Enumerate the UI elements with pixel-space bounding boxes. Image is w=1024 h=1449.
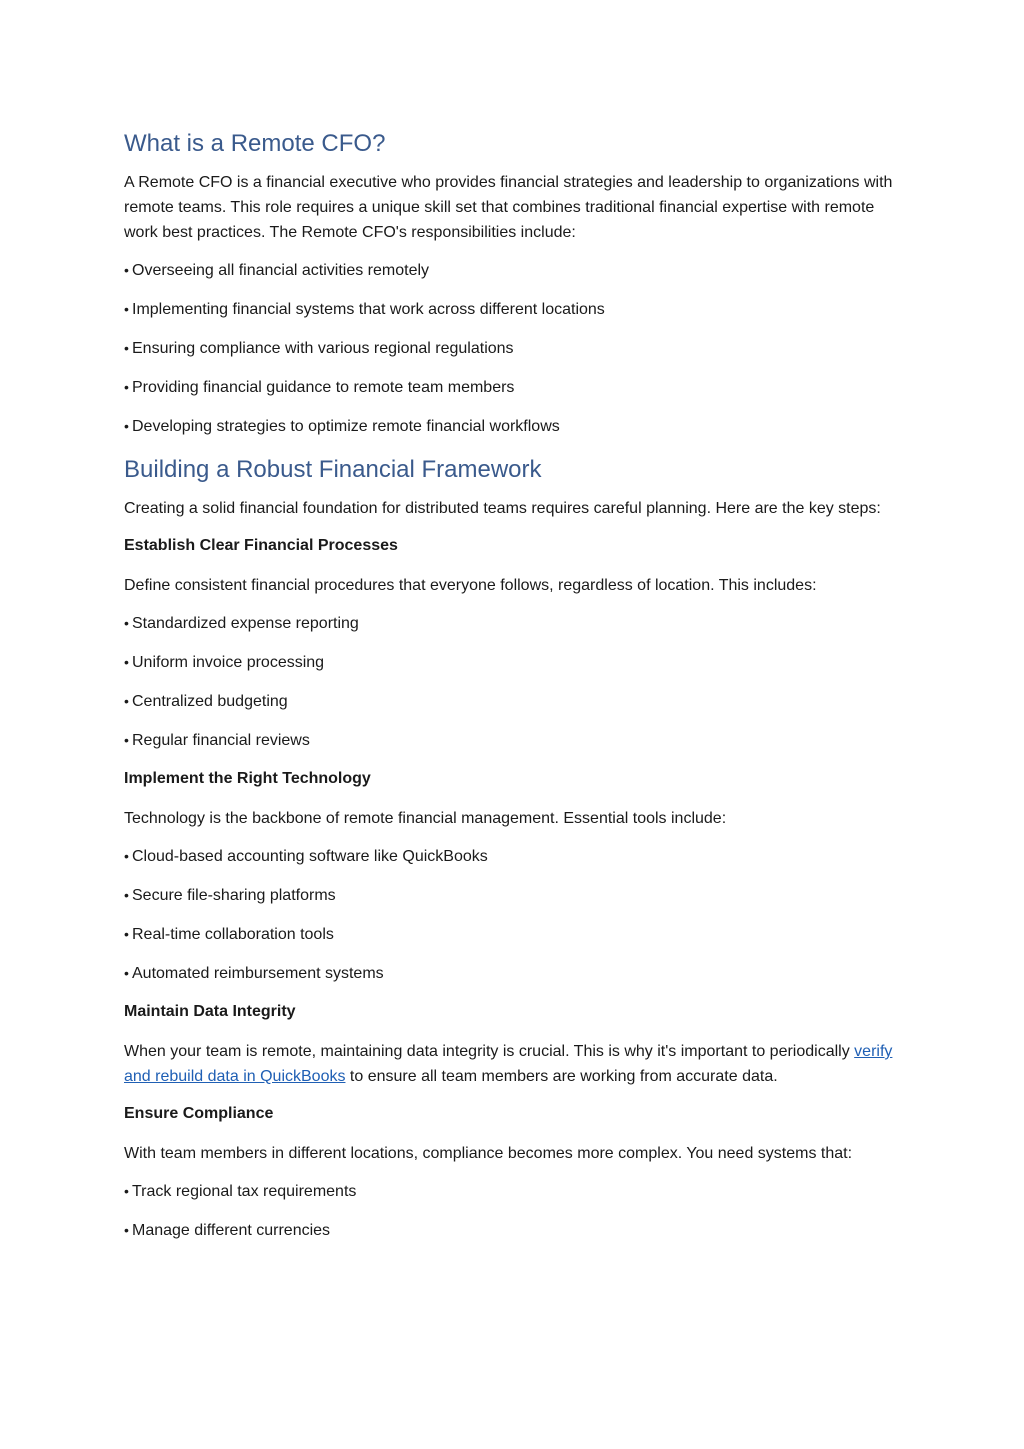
list-item: • Centralized budgeting (124, 690, 894, 713)
section-heading-remote-cfo: What is a Remote CFO? (124, 130, 386, 157)
bullet-icon: • (124, 693, 129, 709)
list-item: • Standardized expense reporting (124, 612, 894, 635)
list-item: • Automated reimbursement systems (124, 962, 894, 985)
list-item: • Developing strategies to optimize remote financial workflows (124, 415, 894, 438)
bullet-icon: • (124, 1222, 129, 1238)
list-item: • Providing financial guidance to remote team members (124, 376, 894, 399)
list-item: • Cloud-based accounting software like QuickBooks (124, 845, 894, 868)
financial-processes-intro: Define consistent financial procedures that everyone follows, regardless of location. This includes: (124, 577, 817, 594)
list-item: • Uniform invoice processing (124, 651, 894, 674)
ensure-compliance-intro: With team members in different locations, compliance becomes more complex. You need systems that: (124, 1145, 853, 1162)
bullet-icon: • (124, 926, 129, 942)
remote-cfo-intro: A Remote CFO is a financial executive who provides financial strategies and leadership to organizations with remote teams. This role requires a unique skill set that combines traditional financial expertise with remote work best practices. The Remote CFO's responsibilities include: (124, 174, 893, 241)
bullet-icon: • (124, 965, 129, 981)
bullet-icon: • (124, 848, 129, 864)
data-integrity-text: When your team is remote, maintaining data integrity is crucial. This is why it's important to periodically verify and rebuild data in QuickBooks to ensure all team members are working from accurate data. (124, 1043, 893, 1085)
bullet-icon: • (124, 615, 129, 631)
right-technology-intro: Technology is the backbone of remote financial management. Essential tools include: (124, 810, 727, 827)
bullet-icon: • (124, 340, 129, 356)
document-page (124, 128, 894, 1258)
subheading-ensure-compliance: Ensure Compliance (124, 1105, 274, 1122)
bullet-icon: • (124, 262, 129, 278)
list-item: • Track regional tax requirements (124, 1180, 894, 1203)
list-item: • Regular financial reviews (124, 729, 894, 752)
financial-framework-intro: Creating a solid financial foundation for distributed teams requires careful planning. Here are the key steps: (124, 500, 881, 517)
subheading-financial-processes: Establish Clear Financial Processes (124, 537, 398, 554)
bullet-icon: • (124, 887, 129, 903)
bullet-icon: • (124, 418, 129, 434)
section-heading-financial-framework: Building a Robust Financial Framework (124, 456, 542, 483)
list-item: • Manage different currencies (124, 1219, 894, 1242)
bullet-icon: • (124, 379, 129, 395)
subheading-data-integrity: Maintain Data Integrity (124, 1003, 296, 1020)
list-item: • Secure file-sharing platforms (124, 884, 894, 907)
quickbooks-rebuild-link[interactable]: verify and rebuild data in QuickBooks (124, 1043, 893, 1085)
subheading-right-technology: Implement the Right Technology (124, 770, 371, 787)
list-item: • Real-time collaboration tools (124, 923, 894, 946)
bullet-icon: • (124, 301, 129, 317)
bullet-icon: • (124, 654, 129, 670)
list-item: • Ensuring compliance with various regional regulations (124, 337, 894, 360)
list-item: • Overseeing all financial activities remotely (124, 259, 894, 282)
bullet-icon: • (124, 1183, 129, 1199)
bullet-icon: • (124, 732, 129, 748)
list-item: • Implementing financial systems that work across different locations (124, 298, 894, 321)
